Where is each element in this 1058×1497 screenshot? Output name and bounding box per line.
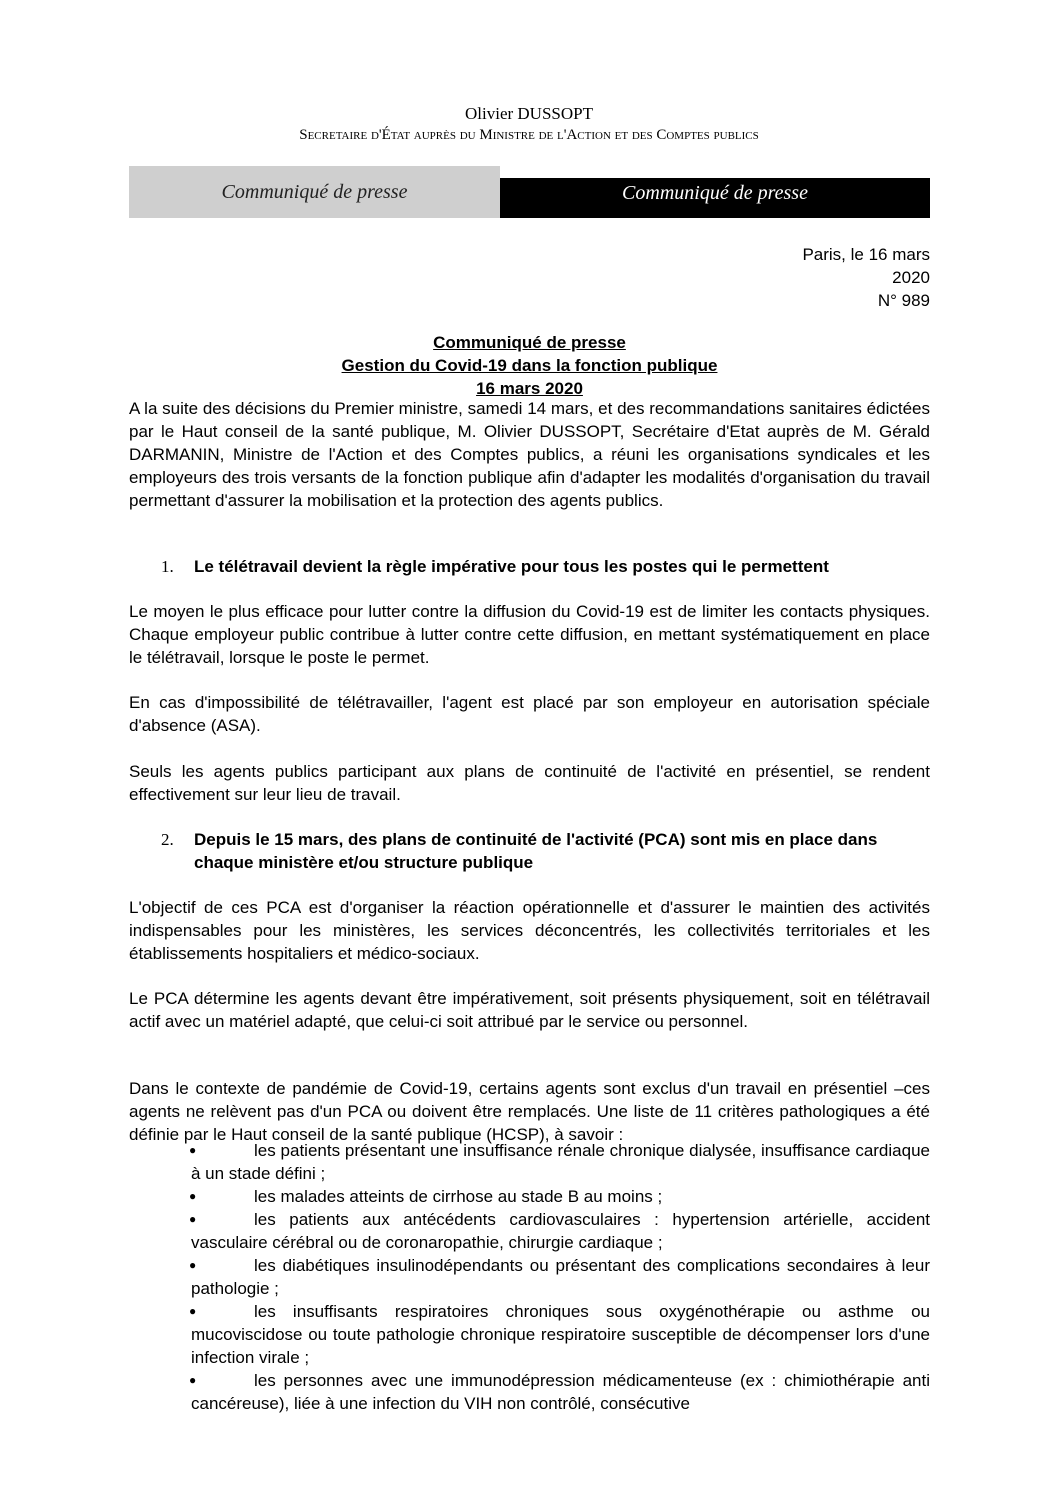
minister-role: Secretaire d'État auprès du Ministre de l'Action et des Comptes publics: [299, 127, 759, 143]
criteria-text: les insuffisants respiratoires chroniques sous oxygénothérapie ou asthme ou mucoviscidose ou toute pathologie chronique respiratoire susceptible de décompenser lors d'une infection virale ;: [191, 1302, 930, 1367]
date-and-number: [802, 243, 930, 312]
release-number: N° 989: [877, 291, 930, 310]
section-1-heading: [161, 555, 930, 578]
section-2-title: Depuis le 15 mars, des plans de continuité de l'activité (PCA) sont mis en place dans chaque ministère et/ou structure publique: [194, 830, 878, 872]
criteria-text: les patients présentant une insuffisance rénale chronique dialysée, insuffisance cardiaque à un stade défini ;: [191, 1141, 930, 1183]
banner-label-right: Communiqué de presse: [500, 178, 930, 218]
section-2-heading: [161, 828, 930, 874]
minister-name: Olivier DUSSOPT: [465, 104, 593, 123]
date-line-2: 2020: [892, 268, 930, 287]
section-2-paragraph-3: Dans le contexte de pandémie de Covid-19, certains agents sont exclus d'un travail en présentiel –ces agents ne relèvent pas d'un PCA ou doivent être remplacés. Une liste de 11 critères pathologiques a été définie par le Haut conseil de la santé publique (HCSP), à savoir :: [129, 1079, 930, 1144]
bullet-icon: ●: [189, 1304, 197, 1318]
list-item: [191, 1139, 930, 1185]
list-item: [191, 1208, 930, 1254]
section-2-paragraph-2: Le PCA détermine les agents devant être impérativement, soit présents physiquement, soit en télétravail actif avec un matériel adapté, que celui-ci soit attribué par le service ou personnel.: [129, 989, 930, 1031]
bullet-icon: ●: [189, 1189, 197, 1203]
list-item: [191, 1369, 930, 1415]
bullet-icon: ●: [189, 1258, 197, 1272]
banner-label-left: Communiqué de presse: [129, 166, 500, 218]
date-line-1: Paris, le 16 mars: [802, 245, 930, 264]
section-1-paragraph-3: Seuls les agents publics participant aux plans de continuité de l'activité en présentiel, se rendent effectivement sur leur lieu de travail.: [129, 762, 930, 804]
criteria-list: [191, 1139, 930, 1415]
bullet-icon: ●: [189, 1373, 197, 1387]
section-1-title: Le télétravail devient la règle impérative pour tous les postes qui le permettent: [194, 557, 829, 576]
press-release-banner: [129, 166, 930, 218]
title-line-1: Communiqué de presse: [433, 333, 626, 352]
title-line-3: 16 mars 2020: [476, 379, 583, 398]
criteria-text: les diabétiques insulinodépendants ou présentant des complications secondaires à leur pathologie ;: [191, 1256, 930, 1298]
criteria-text: les malades atteints de cirrhose au stade B au moins ;: [254, 1187, 663, 1206]
section-2-number: 2.: [161, 830, 174, 849]
bullet-icon: ●: [189, 1143, 197, 1157]
title-line-2: Gestion du Covid-19 dans la fonction publique: [341, 356, 718, 375]
section-1-paragraph-2: En cas d'impossibilité de télétravailler, l'agent est placé par son employeur en autorisation spéciale d'absence (ASA).: [129, 693, 930, 735]
criteria-text: les personnes avec une immunodépression médicamenteuse (ex : chimiothérapie anti cancéreuse), liée à une infection du VIH non contrôlé, consécutive: [191, 1371, 930, 1413]
section-1-number: 1.: [161, 557, 174, 576]
bullet-icon: ●: [189, 1212, 197, 1226]
list-item: [191, 1254, 930, 1300]
section-2-paragraph-1: L'objectif de ces PCA est d'organiser la réaction opérationnelle et d'assurer le maintien des activités indispensables pour les ministères, les services déconcentrés, les collectivités territoriales et les établissements hospitaliers et médico-sociaux.: [129, 898, 930, 963]
list-item: [191, 1300, 930, 1369]
criteria-text: les patients aux antécédents cardiovasculaires : hypertension artérielle, accident vasculaire cérébral ou de coronaropathie, chirurgie cardiaque ;: [191, 1210, 930, 1252]
section-1-paragraph-1: Le moyen le plus efficace pour lutter contre la diffusion du Covid-19 est de limiter les contacts physiques. Chaque employeur public contribue à lutter contre cette diffusion, en mettant systématiquement en place le télétravail, lorsque le poste le permet.: [129, 602, 930, 667]
document-title: [129, 331, 930, 400]
intro-paragraph: A la suite des décisions du Premier ministre, samedi 14 mars, et des recommandations sanitaires édictées par le Haut conseil de la santé publique, M. Olivier DUSSOPT, Secrétaire d'Etat auprès de M. Gérald DARMANIN, Ministre de l'Action et des Comptes publics, a réuni les organisations syndicales et les employeurs des trois versants de la fonction publique afin d'adapter les modalités d'organisation du travail permettant d'assurer la mobilisation et la protection des agents publics.: [129, 399, 930, 510]
list-item: [191, 1185, 930, 1208]
